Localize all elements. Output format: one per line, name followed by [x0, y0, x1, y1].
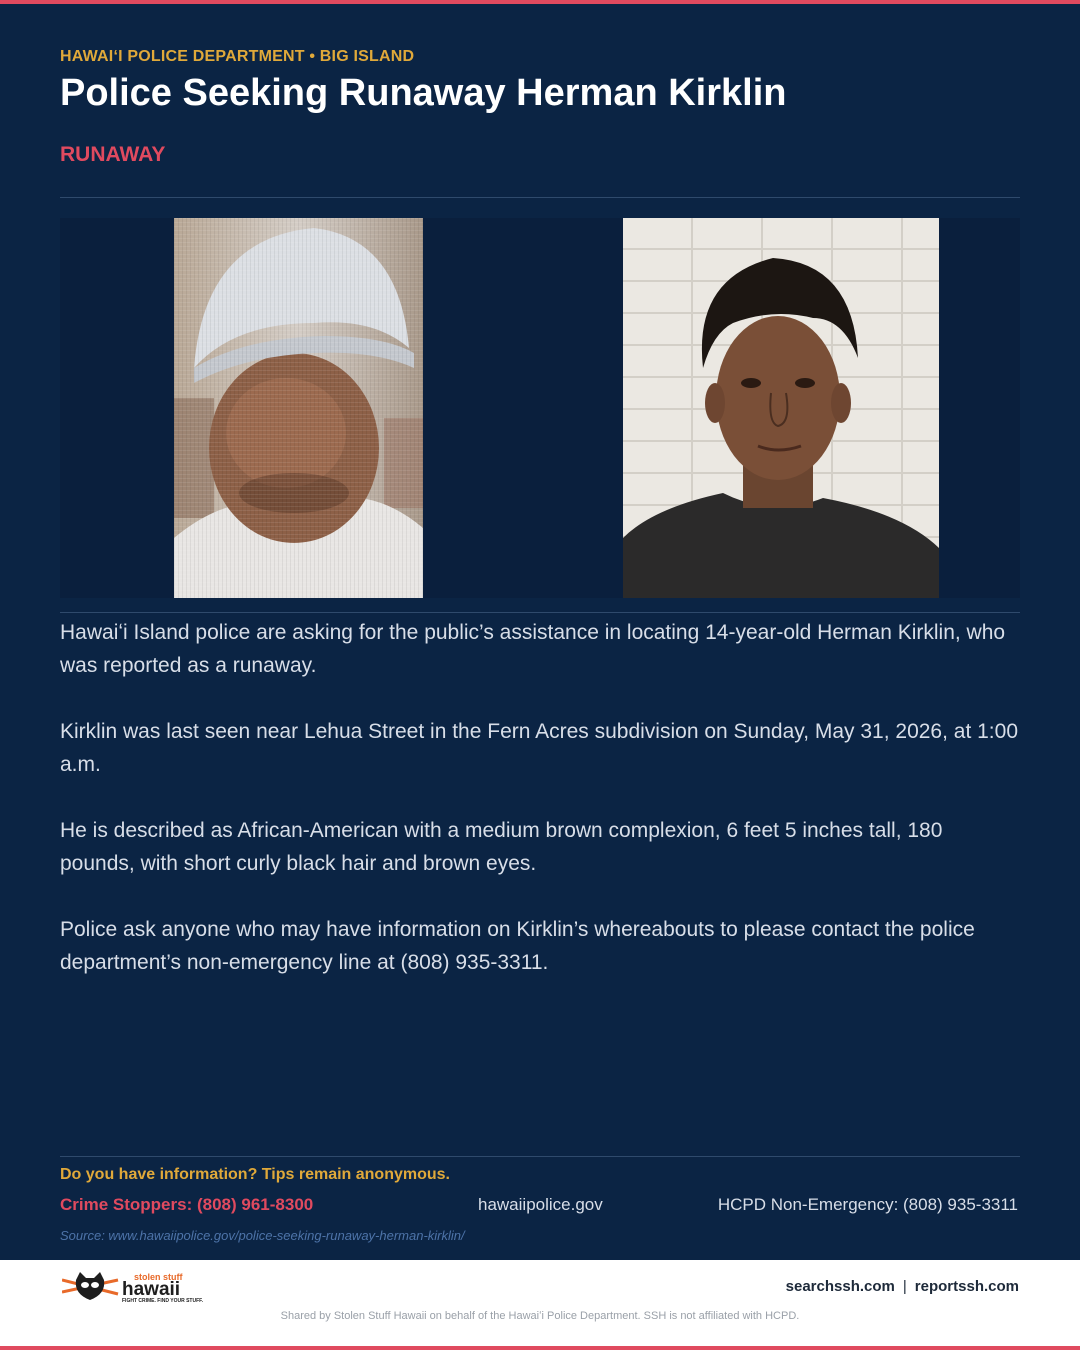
booking-photo — [623, 218, 939, 598]
non-emergency-phone[interactable]: HCPD Non-Emergency: (808) 935-3311 — [717, 1195, 1018, 1214]
search-ssh-link[interactable]: searchssh.com — [785, 1278, 895, 1295]
svg-text:hawaii: hawaii — [122, 1279, 181, 1300]
header-divider — [60, 197, 1020, 198]
footer-links — [786, 1278, 1019, 1295]
category-badge: RUNAWAY — [60, 143, 166, 166]
police-website-link[interactable]: hawaiipolice.gov — [478, 1195, 603, 1214]
footer — [0, 1260, 1080, 1346]
page-title: Police Seeking Runaway Herman Kirklin — [60, 72, 787, 114]
article-body — [60, 616, 1020, 1012]
department-label: HAWAIʻI POLICE DEPARTMENT • BIG ISLAND — [60, 48, 415, 65]
report-ssh-link[interactable]: reportssh.com — [914, 1278, 1019, 1295]
article-paragraph: Kirklin was last seen near Lehua Street in the Fern Acres subdivision on Sunday, May 31, 2026, at 1:00 a.m. — [60, 720, 1019, 776]
svg-text:FIGHT CRIME. FIND YOUR STUFF.: FIGHT CRIME. FIND YOUR STUFF. — [122, 1298, 204, 1304]
photo-panel — [60, 218, 1020, 598]
tips-prompt: Do you have information? Tips remain anonymous. — [60, 1166, 450, 1183]
article-paragraph: Hawaiʻi Island police are asking for the public’s assistance in locating 14-year-old Herman Kirklin, who was reported as a runaway. — [60, 621, 1006, 677]
source-link[interactable]: Source: www.hawaiipolice.gov/police-seeking-runaway-herman-kirklin/ — [60, 1228, 465, 1243]
bottom-accent-bar — [0, 1346, 1080, 1350]
tips-divider — [60, 1156, 1020, 1157]
cat-logo-icon — [62, 1272, 118, 1300]
surveillance-photo — [174, 218, 423, 598]
crime-stoppers-phone[interactable]: Crime Stoppers: (808) 961-8300 — [60, 1195, 314, 1214]
svg-text:stolen stuff: stolen stuff — [134, 1272, 183, 1282]
article-paragraph: Police ask anyone who may have information on Kirklin’s whereabouts to please contact the police department’s non-emergency line at (808) 935-3311. — [60, 918, 975, 974]
disclaimer: Shared by Stolen Stuff Hawaii on behalf of the Hawaiʻi Police Department. SSH is not affiliated with HCPD. — [280, 1310, 800, 1322]
article-paragraph: He is described as African-American with a medium brown complexion, 6 feet 5 inches tall, 180 pounds, with short curly black hair and brown eyes. — [60, 819, 943, 875]
link-separator: | — [902, 1278, 907, 1295]
photo-divider — [60, 612, 1020, 613]
stolen-stuff-hawaii-logo[interactable] — [62, 1270, 207, 1304]
